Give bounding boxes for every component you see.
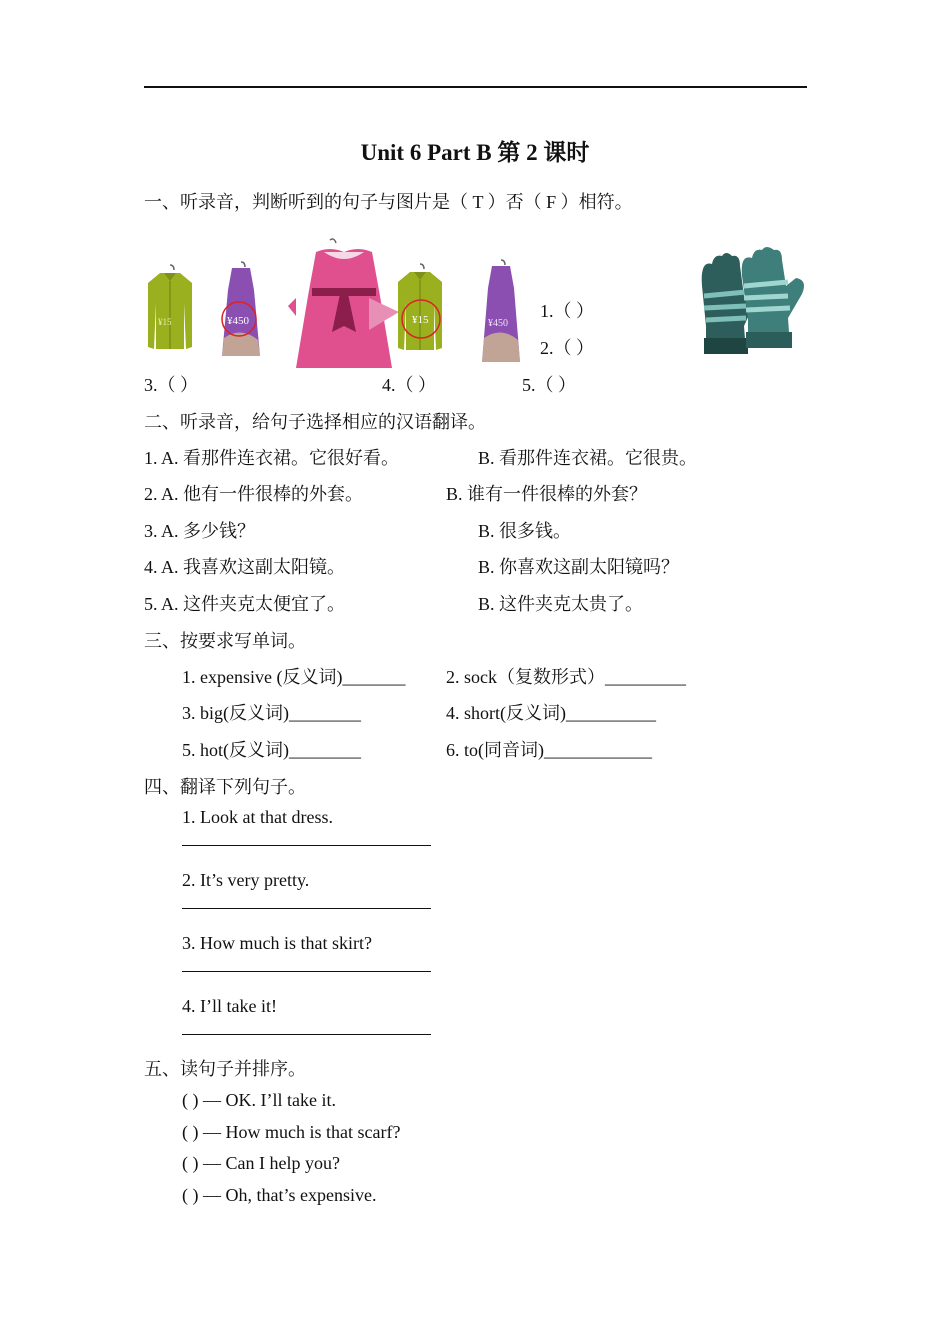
section4-heading: 四、翻译下列句子。 bbox=[144, 777, 306, 797]
order-item-3[interactable]: ( ) — Can I help you? bbox=[182, 1153, 340, 1173]
section2-heading: 二、听录音，给句子选择相应的汉语翻译。 bbox=[144, 412, 486, 432]
answer-line-2[interactable] bbox=[182, 907, 431, 909]
answer-blank-4[interactable]: 4.（ ） bbox=[382, 375, 436, 395]
price-tag-1: ¥15 bbox=[158, 317, 172, 327]
translate-sentence-2: 2. It’s very pretty. bbox=[182, 870, 310, 890]
word-item-5[interactable]: 5. hot(反义词)________ bbox=[182, 740, 361, 760]
order-item-1[interactable]: ( ) — OK. I’ll take it. bbox=[182, 1090, 336, 1110]
option-5a: 5. A. 这件夹克太便宜了。 bbox=[144, 594, 346, 614]
section5-heading: 五、读句子并排序。 bbox=[144, 1059, 306, 1079]
option-4a: 4. A. 我喜欢这副太阳镜。 bbox=[144, 557, 346, 577]
option-2a: 2. A. 他有一件很棒的外套。 bbox=[144, 484, 364, 504]
answer-line-4[interactable] bbox=[182, 1033, 431, 1035]
answer-line-3[interactable] bbox=[182, 970, 431, 972]
option-1b: B. 看那件连衣裙。它很贵。 bbox=[478, 448, 698, 468]
answer-blank-5[interactable]: 5.（ ） bbox=[522, 375, 576, 395]
order-item-4[interactable]: ( ) — Oh, that’s expensive. bbox=[182, 1185, 377, 1205]
price-tag-2: ¥450 bbox=[227, 315, 249, 327]
page-title: Unit 6 Part B 第 2 课时 bbox=[360, 140, 590, 165]
option-5b: B. 这件夹克太贵了。 bbox=[478, 594, 644, 614]
word-item-1[interactable]: 1. expensive (反义词)_______ bbox=[182, 667, 406, 687]
translate-sentence-4: 4. I’ll take it! bbox=[182, 996, 277, 1016]
answer-blank-1[interactable]: 1.（ ） bbox=[540, 301, 594, 321]
answer-blank-3[interactable]: 3.（ ） bbox=[144, 375, 198, 395]
option-4b: B. 你喜欢这副太阳镜吗？ bbox=[478, 557, 680, 577]
word-item-3[interactable]: 3. big(反义词)________ bbox=[182, 703, 361, 723]
section1-heading: 一、听录音，判断听到的句子与图片是（ T ）否（ F ）相符。 bbox=[144, 192, 633, 212]
option-1a: 1. A. 看那件连衣裙。它很好看。 bbox=[144, 448, 400, 468]
section3-heading: 三、按要求写单词。 bbox=[144, 631, 306, 651]
translate-sentence-1: 1. Look at that dress. bbox=[182, 807, 333, 827]
gloves-image bbox=[692, 246, 812, 358]
translate-sentence-3: 3. How much is that skirt? bbox=[182, 933, 372, 953]
option-3b: B. 很多钱。 bbox=[478, 521, 572, 541]
word-item-6[interactable]: 6. to(同音词)____________ bbox=[446, 740, 652, 760]
price-tag-4: ¥450 bbox=[488, 318, 508, 329]
option-2b: B. 谁有一件很棒的外套？ bbox=[446, 484, 648, 504]
price-tag-3: ¥15 bbox=[412, 314, 429, 326]
word-item-2[interactable]: 2. sock（复数形式）_________ bbox=[446, 667, 686, 687]
answer-line-1[interactable] bbox=[182, 844, 431, 846]
word-item-4[interactable]: 4. short(反义词)__________ bbox=[446, 703, 656, 723]
order-item-2[interactable]: ( ) — How much is that scarf? bbox=[182, 1122, 401, 1142]
option-3a: 3. A. 多少钱？ bbox=[144, 521, 256, 541]
answer-blank-2[interactable]: 2.（ ） bbox=[540, 338, 594, 358]
header-rule bbox=[144, 86, 807, 88]
shirt-image-1 bbox=[146, 263, 194, 353]
